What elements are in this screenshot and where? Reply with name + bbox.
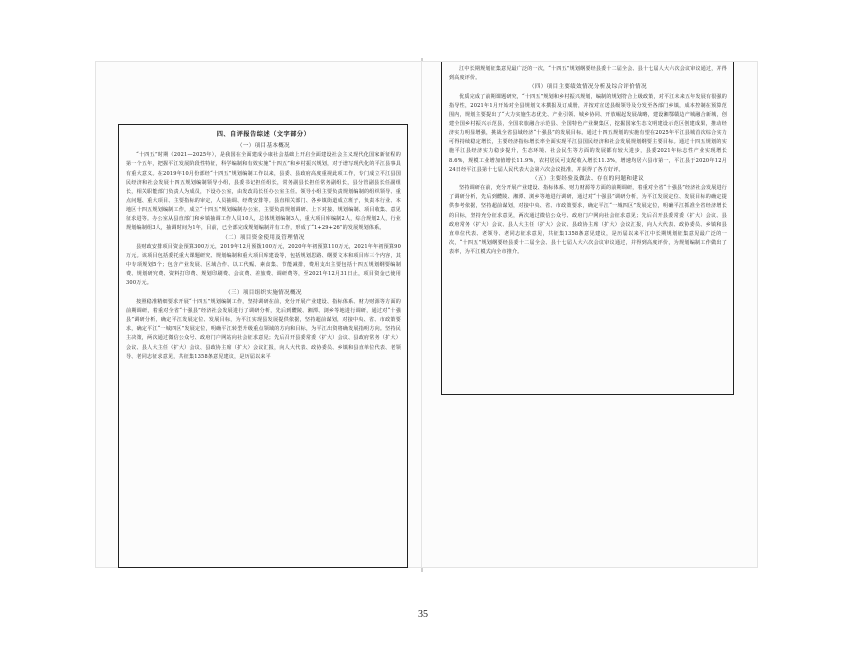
page-number: 35 — [418, 609, 428, 620]
section-paragraph: 县财政安排项目资金预算300万元，2019年12月预拨100万元，2020年年初预算110万元，2021年年初预算90万元。该项目包括委托重大课题研究、规划编制和重大项目库建设等，包括规划思路、纲要文本和项目库三个内容，其中专项规划5个；包含产业发展、区域合作、以工代赈、素食集、节能减排，费用支出主要包括十四五规划纲要编制费、规划研究费、资料打印费、规划印刷费、会议费、差旅费、调研费等，至2021年12月31日止，项目资金已使用300万元。 — [126, 243, 401, 287]
section-title: （四）项目主要绩效情况分析及综合评价情况 — [528, 84, 647, 91]
section-paragraph: 按照稳准精细要求开展“十四五”规划编制工作，坚持调研在前，充分开展产业建设、指标体系、财力财源等方面的前期调研，着重对全省“十强县”经济社会发展进行了调研分析，先后到醴陵、湘潭、浏乡等地进行调研，通过对“十强县”调研分析，确定平江发展定位、发展目标，为平江实现县发展提供依据，坚持超前谋划，对接中央、省、市政策要求，确定平江“一城四区”发展定位，明确平江转型升级重点领域的方向和目标，为平江出资将确发展指明方向。坚持民主决策，两次通过微信公众号、政府门户网站向社会征求意见；先后召开县委常委（扩大）会议、县政府常务（扩大）会议、县人大主任（扩大）会议、县政协主席（扩大）会议汇报，向人大代表、政协委员、乡镇和县直单位代表、老领导、老同志征求意见，共征集1358条意见建议，是历届以来平 — [126, 298, 401, 360]
section-title: （三）项目组织实施情况概况 — [225, 289, 302, 296]
section-title: （五）主要经验及做法、存在的问题和建议 — [531, 175, 645, 182]
section-paragraph: “十四五”时期（2021—2025年），是我国在全面建成小康社会基础上开启全面建设社会主义现代化国家新征程的第一个五年，把握平江发展阶段性特征，科学编制和有效实施“十四五”和乡村振兴规划，对于谱写现代化的平江县事具有重大意义。在2019年10月份部经“十四五”规划编制工作以来，县委、县政府高度重视此项工作，专门成立平江县国民经济和社会发展十四五规划编制领导小组，县委书记担任组长，常务副县长担任常务副组长，县分管副县长任副组长，相关职能部门负责人为成员，下设办公室，由发改局长任办公室主任。领导小组主要负责规划编制的组织领导、重点问题、重大项目、主要指标的审定，人员抽调、经费安排等。县直相关部门、各乡镇街道成立班子，负责本行业、本地区十四五规划编制工作，成立“十四五”规划编制办公室，主要负责规划调研、上下对接、规划编制、项目收集、意见征求进等。办公室从县直部门和乡镇抽调工作人员10人，总体规划编制3人，重大项目库编制2人，综合规划2人，行业规划编制组3人，抽调时间为1年，目前，已全部完成规划编制并有工作，形成了“1+29+26”的发展规划体系。 — [126, 152, 401, 232]
left-page — [96, 62, 426, 567]
right-page-frame — [441, 62, 734, 395]
continuation-paragraph: 江中长期规划征集意见最广泛的一次，“十四五”规划纲要经县委十二届全会、县十七届人大六次会议审议通过，并得到高度评价。 — [449, 66, 727, 82]
left-page-frame — [118, 124, 408, 568]
right-page — [422, 62, 757, 567]
section-title: （一）项目基本概况 — [236, 143, 291, 149]
section-title: （二）项目资金使用及管理情况 — [222, 234, 305, 241]
section-paragraph: 优质完成了前期课题研究，“十四五”规划和乡村振兴规划，编制的规划符合上级政策，对平江未来五年发展有很强的指导性，2021年1月开始对全县规划文本撰报及订成册，并按对宣送县级领导及分发至各部门乡镇，成本控制在预算范围内，规划主要提出了“大力实施生态优先、产业引领、城乡协同、开放崛起发展战略，建设湘鄂赣边产城融合新城，创建全国乡村振兴示范县，全国农旅融合示范县、全国特色产业聚集区，挖掘国家生态文明建设示范区创建成果，推动经济实力明显增强，挑战全省县域经济“十强县”的发展目标。通过十四五规划的实施有望在2025年平江县城首次综合实力可得持续稳定增长，主要经济指标增长率全面实现平江县国民经济和社会发展规划纲要主要目标。通过十四五规划的实施平江县经济实力稳步提升，生态环境、社会民生等方面的发展都有较大进步，县委2021年标志性产业实现增长8.6%，规模工业增加值增长11.9%，农村居民可支配收入增长11.3%，增速均居六县市第一，平江县于2020年12月24日经平江县第十七届人民代表大会第六次会议批准，并获得了各方好评。 — [449, 93, 727, 173]
report-heading: 四、自评报告综述（文字部分） — [216, 131, 311, 138]
section-paragraph: 坚持调研在前，充分开展产业建设、指标体系、财力财源等方面的前期调研，着重对全省“十强县”经济社会发展进行了调研分析，先后到醴陵、湘潭、浏乡等地进行调研，通过对“十强县”调研分析，为平江发展定位、发展目标的确定提供参考依据，坚持超前谋划，对接中央、省、市政策要求，确定平江“一城四区”发展定位，明确平江抓准全省经济增长的目标，坚持充分征求意见，两次通过微信公众号、政府门户网向社会征求意见；先后召开县委常委（扩大）会议、县政府常务（扩大）会议、县人大主任（扩大）会议、县政协主席（扩大）会议汇报，向人大代表、政协委员、乡镇和县直单位代表、老领导、老同志征求意见，共征集1358条意见建议，是历届以来平江中长期规划征集意见最广泛的一次，“十四五”规划纲要经县委十二届全会、县十七届人大六次会议审议通过，并得到高度评价，为规划编制工作做出了表率，为平江模式向全市推介。 — [449, 185, 727, 256]
